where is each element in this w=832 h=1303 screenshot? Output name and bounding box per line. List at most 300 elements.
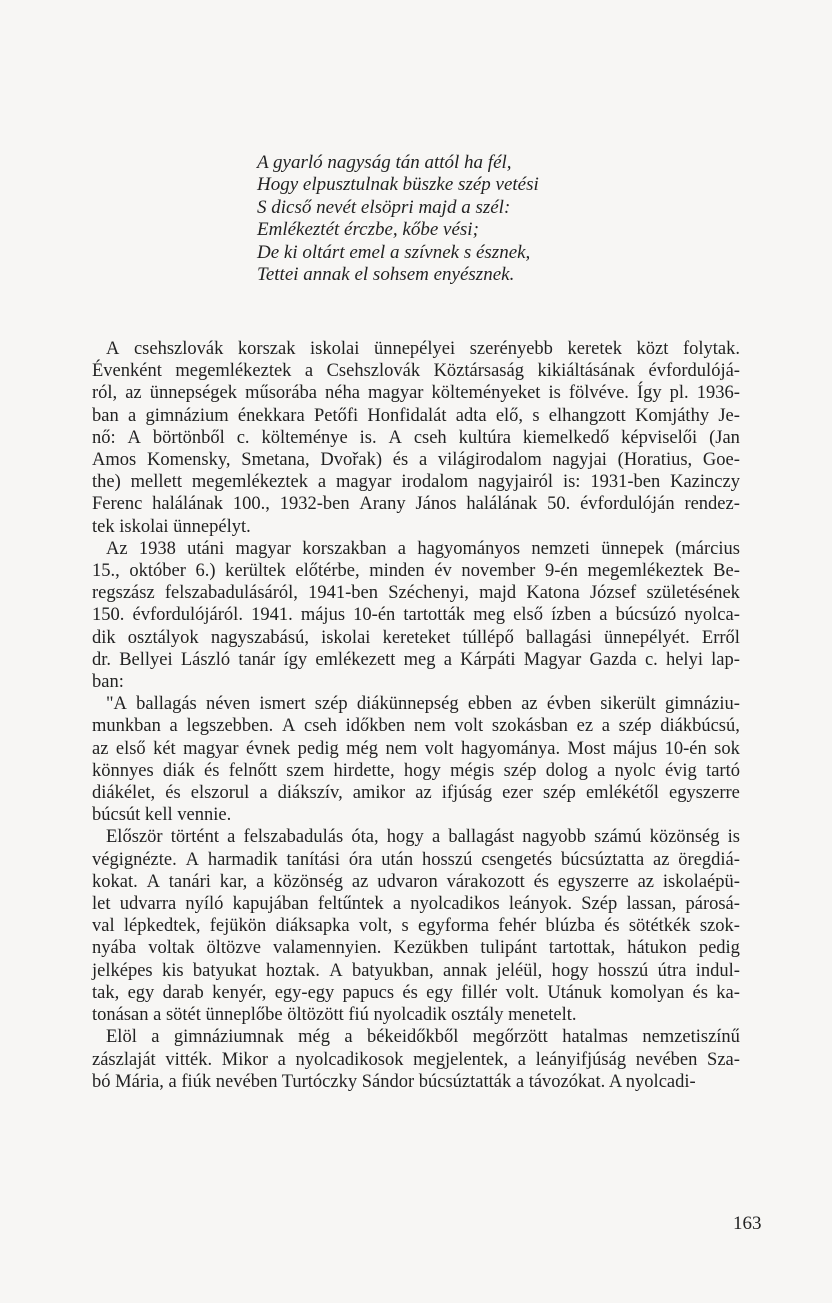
word: iskolai [321, 627, 371, 648]
word: diákélet, [92, 783, 156, 804]
word: osztályok [127, 627, 199, 648]
word: emlékétől [585, 783, 659, 804]
poem-line: Hogy elpusztulnak büszke szép vetési [257, 174, 539, 196]
text-line [92, 405, 740, 427]
word: 1936- [696, 383, 740, 404]
word: Arany [359, 494, 406, 515]
word: A [127, 427, 141, 448]
word: blúzba [545, 916, 595, 937]
word: és [392, 450, 409, 471]
word: halálának [152, 494, 224, 515]
word: feltűntek [317, 894, 384, 915]
text-line [92, 738, 740, 760]
text-line [92, 582, 740, 604]
word: lépkedtek, [123, 916, 201, 937]
text-line: bó Mária, a fiúk nevében Turtóczky Sándor búcsúztatták a távozókat. A nyolcadi- [92, 1071, 696, 1092]
word: a [431, 827, 441, 848]
word: hagyományos [417, 538, 521, 559]
word: val [92, 916, 115, 937]
word: közönség [649, 827, 720, 848]
text-line: búcsút kell vennie. [92, 805, 232, 826]
word: felnőtt [228, 760, 277, 781]
word: dik [92, 627, 116, 648]
word: "A [106, 694, 127, 715]
text-line [92, 1049, 740, 1071]
word: szép [618, 716, 652, 737]
word: majd [479, 583, 517, 604]
word: halálának [466, 494, 538, 515]
text-line [92, 627, 740, 649]
word: Kárpáti [460, 649, 516, 670]
word: párosá- [685, 894, 740, 915]
word: Csehszlovák [326, 361, 421, 382]
word: iskolaépü- [662, 871, 740, 892]
word: a [256, 871, 265, 892]
word: ballagást [448, 827, 515, 848]
word: Így [636, 383, 662, 404]
word: indul- [695, 960, 740, 981]
word: ebben [467, 694, 512, 715]
word: A [281, 716, 296, 737]
word: diákszív, [277, 783, 343, 804]
word: tartották [403, 605, 466, 626]
word: regszász [92, 583, 155, 604]
word: 9-én [544, 561, 578, 582]
word: a [304, 361, 314, 382]
word: tanári [168, 871, 211, 892]
word: sikerült [600, 694, 656, 715]
word: és [692, 982, 708, 1003]
word: kenyér, [212, 982, 267, 1003]
word: Köztársaság [433, 361, 524, 382]
word: Ferenc [92, 494, 143, 515]
word: dolog [545, 760, 588, 781]
word: zászlaját [92, 1049, 156, 1070]
word: még [298, 1027, 330, 1048]
word: Évenként [92, 361, 162, 382]
word: let [92, 894, 111, 915]
word: valamennyien. [272, 938, 382, 959]
word: nyolcadikos [410, 894, 500, 915]
text-line [92, 693, 740, 715]
text-line [92, 826, 740, 848]
word: a [418, 450, 428, 471]
word: is: [562, 472, 581, 493]
word: békeidőkből [366, 1027, 459, 1048]
word: (március [675, 538, 740, 559]
word: egy [127, 982, 155, 1003]
word: még [346, 738, 379, 759]
word: A [388, 427, 402, 448]
word: a [599, 605, 608, 626]
word: és [604, 916, 620, 937]
word: öltözve [206, 938, 261, 959]
word: jelképes [92, 960, 153, 981]
word: harmadik [207, 849, 278, 870]
word: hosszú [597, 960, 649, 981]
word: nyolca- [684, 605, 740, 626]
word: az [351, 871, 369, 892]
word: nyolc [614, 760, 656, 781]
word: születésének [646, 583, 740, 604]
word: nagyszabású, [210, 627, 309, 648]
word: egy [426, 982, 453, 1003]
word: egyszerre [668, 783, 740, 804]
word: ballagás [136, 694, 197, 715]
word: ünnepségek [149, 383, 238, 404]
word: magyar [336, 472, 392, 493]
word: első [115, 738, 146, 759]
word: dr. [92, 649, 112, 670]
word: 1941-ben [308, 583, 379, 604]
word: nyába [92, 938, 137, 959]
word: nem [413, 716, 446, 737]
word: Mikor [221, 1049, 269, 1070]
word: első [513, 605, 543, 626]
word: egyforma [418, 916, 489, 937]
word: két [153, 738, 176, 759]
text-line: tek iskolai ünnepélyt. [92, 516, 251, 537]
word: sötétkék [628, 916, 691, 937]
word: diáksapka [275, 916, 350, 937]
word: évfordulójáról. [132, 605, 243, 626]
word: évfordulóján [580, 494, 675, 515]
word: az [415, 783, 432, 804]
word: közönség [273, 871, 344, 892]
word: c. [644, 649, 658, 670]
word: hátukon [627, 938, 687, 959]
word: (Horatius, [617, 450, 693, 471]
word: korszakban [302, 538, 387, 559]
word: folytak. [682, 339, 740, 359]
word: Honfidalát [367, 405, 447, 426]
word: évnek [246, 738, 291, 759]
word: nagyjai [552, 450, 607, 471]
word: november [461, 561, 536, 582]
word: a [443, 649, 452, 670]
word: és [165, 783, 181, 804]
word: hatalmas [562, 1027, 628, 1048]
word: nagyjairól [478, 472, 554, 493]
word: számú [594, 827, 642, 848]
word: udvarra [119, 894, 177, 915]
text-line [92, 871, 740, 893]
word: sok [714, 738, 740, 759]
word: darab [162, 982, 204, 1003]
word: búcsúzó [615, 605, 677, 626]
word: Katona [526, 583, 580, 604]
text-line [92, 649, 740, 671]
word: a [597, 760, 606, 781]
poem-line: De ki oltárt emel a szívnek s észnek, [257, 241, 531, 263]
word: 6.) [195, 561, 216, 582]
word: néha [325, 383, 360, 404]
word: ka- [716, 982, 740, 1003]
word: emlékezett [315, 649, 396, 670]
word: csehszlovák [133, 339, 224, 359]
word: a [151, 1027, 160, 1048]
word: kis [161, 960, 184, 981]
word: óra [348, 849, 373, 870]
word: szép [543, 783, 576, 804]
word: szok- [699, 916, 740, 937]
word: magyar [183, 738, 239, 759]
word: Először [106, 827, 163, 848]
word: Goe- [702, 450, 740, 471]
word: egy-egy [274, 982, 335, 1003]
word: időkben [345, 716, 406, 737]
word: volt [454, 716, 484, 737]
word: tak, [92, 982, 120, 1003]
word: kultúra [458, 427, 511, 448]
text-line [92, 715, 740, 737]
word: is [727, 827, 740, 848]
word: egyszerre [557, 871, 629, 892]
word: A [146, 871, 160, 892]
word: kikiáltásának [537, 361, 636, 382]
word: c. [236, 427, 250, 448]
word: fehér [498, 916, 537, 937]
word: voltak [148, 938, 195, 959]
word: keretek [567, 339, 622, 359]
word: gimnázium [145, 405, 229, 426]
word: költeményeket [431, 383, 541, 404]
text-line [92, 493, 740, 515]
text-line [92, 1026, 740, 1048]
word: évfordulójá- [648, 361, 740, 382]
word: nagyobb [522, 827, 586, 848]
text-line: tonásan a sötét ünneplőbe öltözött fiú nyolcadik osztály menetelt. [92, 1005, 577, 1026]
word: Be- [713, 561, 740, 582]
word: nemzetiszínű [642, 1027, 740, 1048]
word: kereteket [382, 627, 451, 648]
text-line [92, 427, 740, 449]
word: helyi [665, 649, 703, 670]
word: 15., [92, 561, 120, 582]
text-line [92, 360, 740, 382]
poem-line: Tettei annak el sohsem enyésznek. [257, 264, 515, 286]
word: felszabadulás [243, 827, 344, 848]
word: 50. [547, 494, 571, 515]
word: mellett [130, 472, 183, 493]
word: Kezükben [393, 938, 469, 959]
word: volt. [505, 982, 539, 1003]
text-line [92, 604, 740, 626]
word: fejükön [209, 916, 267, 937]
word: mégis [450, 760, 495, 781]
word: magyar [368, 383, 424, 404]
word: pedig [698, 938, 740, 959]
word: Kazinczy [670, 472, 740, 493]
word: börtönből [152, 427, 225, 448]
word: ünnepek [601, 538, 664, 559]
word: minden [369, 561, 425, 582]
word: László [180, 649, 231, 670]
word: meg [403, 649, 436, 670]
word: adta [455, 405, 487, 426]
word: s [401, 916, 409, 937]
word: magyar [235, 538, 291, 559]
word: 10-én [664, 738, 707, 759]
word: az [521, 694, 538, 715]
word: papucs [342, 982, 395, 1003]
text-line [92, 982, 740, 1004]
word: megjelentek, [413, 1049, 509, 1070]
word: 150. [92, 605, 125, 626]
word: ünnepélyei [373, 339, 456, 359]
word: Amos [92, 450, 137, 471]
word: szép [314, 694, 348, 715]
word: hagyománya. [460, 738, 561, 759]
word: a [227, 827, 236, 848]
text-line [92, 782, 740, 804]
word: előtérbe, [295, 561, 360, 582]
text-line [92, 560, 740, 582]
word: ifjúság [441, 783, 493, 804]
word: is [548, 383, 561, 404]
word: után [381, 849, 414, 870]
word: leányok. [508, 894, 573, 915]
word: a [601, 716, 610, 737]
text-line [92, 538, 740, 560]
word: tanár [238, 649, 276, 670]
word: költeménye [261, 427, 348, 448]
word: Erről [701, 627, 740, 648]
word: hogy [386, 827, 424, 848]
word: fölvéve. [568, 383, 629, 404]
word: rendez- [684, 494, 740, 515]
word: szerényebb [469, 339, 553, 359]
word: vitték. [165, 1049, 213, 1070]
text-line [92, 937, 740, 959]
word: várakozott [446, 871, 525, 892]
word: gimnáziu- [664, 694, 740, 715]
word: öregdiá- [678, 849, 740, 870]
word: történt [170, 827, 219, 848]
word: volt, [358, 916, 393, 937]
word: megemlékeztek [191, 472, 308, 493]
word: világirodalom [437, 450, 542, 471]
word: a [344, 1027, 353, 1048]
word: nyolcadikosok [295, 1049, 404, 1070]
word: végignézte. [92, 849, 177, 870]
word: megemlékeztek [175, 361, 292, 382]
word: 100., [232, 494, 270, 515]
word: 1941. [251, 605, 293, 626]
word: elszorul [190, 783, 250, 804]
word: diákünnepség [356, 694, 459, 715]
word: József [589, 583, 637, 604]
word: a [392, 894, 402, 915]
word: Komensky, [146, 450, 231, 471]
word: így [283, 649, 308, 670]
poem-line: A gyarló nagyság tán attól ha fél, [257, 152, 512, 173]
word: meg [473, 605, 506, 626]
word: batyukat [192, 960, 257, 981]
poem-line: Emlékeztét érczbe, kőbe vési; [257, 219, 479, 241]
word: tartó [706, 760, 740, 781]
word: évig [664, 760, 697, 781]
word: leányifjúság [535, 1049, 627, 1070]
word: Je- [718, 405, 740, 426]
word: kiemelkedő [522, 427, 610, 448]
word: búcsúztatta [560, 849, 645, 870]
word: Szép [581, 894, 618, 915]
word: május [612, 738, 658, 759]
word: lassan, [626, 894, 677, 915]
word: A [106, 339, 120, 359]
word: az [125, 383, 142, 404]
word: megemlékeztek [587, 561, 704, 582]
text-line [92, 471, 740, 493]
word: cseh [304, 716, 337, 737]
word: udvaron [377, 871, 438, 892]
word: az [637, 871, 654, 892]
word: iskolai [310, 339, 360, 359]
word: the) [92, 472, 121, 493]
word: a [397, 538, 407, 559]
word: túllépő [462, 627, 514, 648]
text-line [92, 915, 740, 937]
word: munkban [92, 716, 161, 737]
word: tulipánt [480, 938, 537, 959]
text-line [92, 960, 740, 982]
word: ez [576, 716, 594, 737]
word: nemzeti [531, 538, 590, 559]
word: Az [106, 538, 128, 559]
word: október [129, 561, 186, 582]
word: fillér [461, 982, 498, 1003]
word: óta, [351, 827, 379, 848]
word: nevében [635, 1049, 698, 1070]
text-line: ban: [92, 672, 124, 693]
word: tanítási [286, 849, 340, 870]
word: hogy [551, 960, 589, 981]
word: 1938 [138, 538, 176, 559]
word: ról, [92, 383, 118, 404]
word: az [653, 849, 670, 870]
word: kokat. [92, 871, 138, 892]
word: szép [503, 760, 537, 781]
word: irodalom [401, 472, 469, 493]
word: és [204, 760, 220, 781]
word: pl. [669, 383, 689, 404]
word: János [415, 494, 457, 515]
word: A [329, 960, 343, 981]
word: kar, [219, 871, 248, 892]
body-text [92, 338, 740, 1093]
word: május [300, 605, 346, 626]
word: Petőfi [313, 405, 359, 426]
word: ünnepélyét. [603, 627, 690, 648]
word: Gazda [589, 649, 637, 670]
word: elő, [495, 405, 524, 426]
word: cseh [413, 427, 447, 448]
text-line [92, 382, 740, 404]
text-line [92, 849, 740, 871]
word: néven [205, 694, 251, 715]
word: pedig [297, 738, 339, 759]
word: 10-én [353, 605, 396, 626]
word: a [127, 405, 137, 426]
text-line [92, 760, 740, 782]
word: a [169, 716, 178, 737]
word: Most [567, 738, 606, 759]
word: diák [162, 760, 195, 781]
poem-stanza [257, 152, 539, 286]
word: gimnáziumnak [173, 1027, 284, 1048]
word: elhangzott [548, 405, 626, 426]
